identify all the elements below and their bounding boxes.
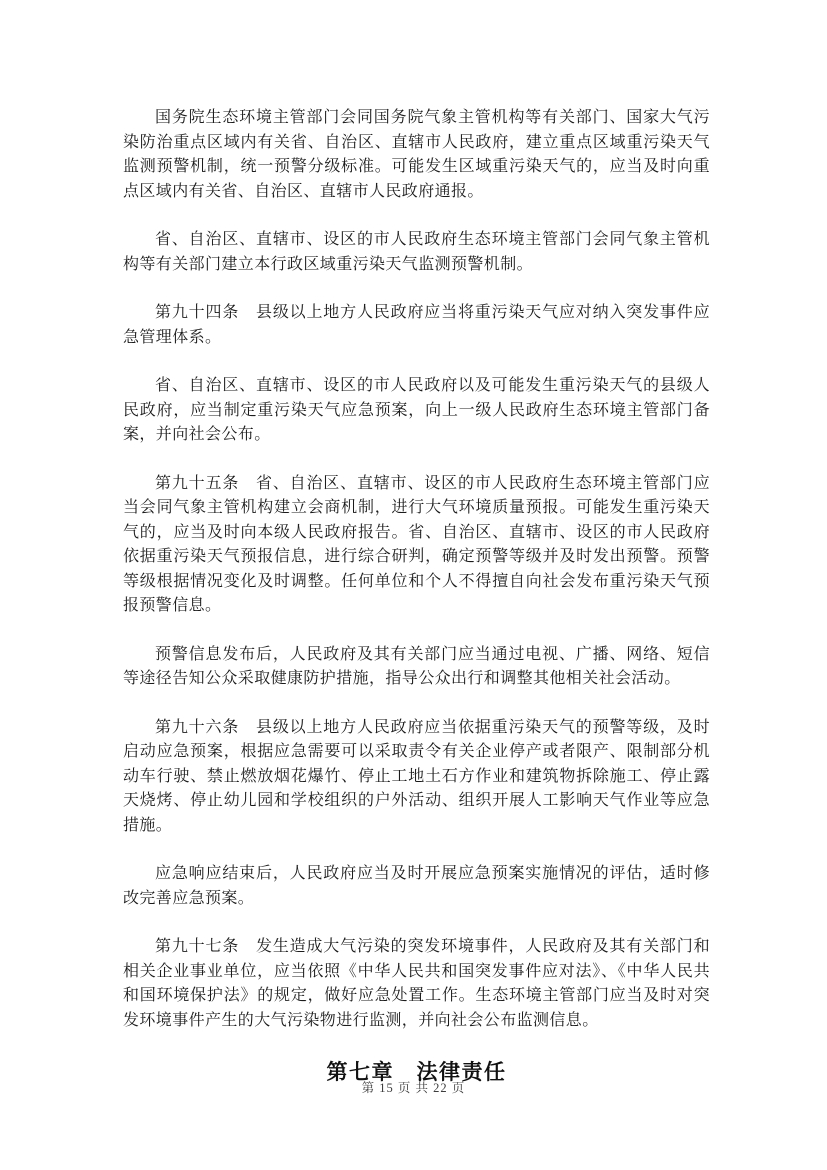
article-96-paragraph: 第九十六条 县级以上地方人民政府应当依据重污染天气的预警等级，及时启动应急预案，根据应急需要可以采取责令有关企业停产或者限产、限制部分机动车行驶、禁止燃放烟花爆竹、停止工地土石方作业和建筑物拆除施工、停止露天烧烤、停止幼儿园和学校组织的户外活动、组织开展人工影响天气作业等应急措施。 [123, 718, 710, 834]
page-number-footer: 第 15 页 共 22 页 [361, 1081, 466, 1095]
body-paragraph-4: 省、自治区、直辖市、设区的市人民政府以及可能发生重污染天气的县级人民政府，应当制定重污染天气应急预案，向上一级人民政府生态环境主管部门备案，并向社会公布。 [123, 377, 710, 443]
article-95-paragraph: 第九十五条 省、自治区、直辖市、设区的市人民政府生态环境主管部门应当会同气象主管机构建立会商机制，进行大气环境质量预报。可能发生重污染天气的，应当及时向本级人民政府报告。省、自治区、直辖市、设区的市人民政府依据重污染天气预报信息，进行综合研判，确定预警等级并及时发出预警。预警等级根据情况变化及时调整。任何单位和个人不得擅自向社会发布重污染天气预报预警信息。 [123, 474, 710, 614]
article-94-paragraph: 第九十四条 县级以上地方人民政府应当将重污染天气应对纳入突发事件应急管理体系。 [123, 304, 710, 346]
body-paragraph-8: 应急响应结束后，人民政府应当及时开展应急预案实施情况的评估，适时修改完善应急预案。 [123, 865, 710, 907]
chapter-heading: 第七章 法律责任 [326, 1061, 507, 1084]
body-paragraph-6: 预警信息发布后，人民政府及其有关部门应当通过电视、广播、网络、短信等途径告知公众采取健康防护措施，指导公众出行和调整其他相关社会活动。 [123, 645, 710, 687]
article-97-paragraph: 第九十七条 发生造成大气污染的突发环境事件，人民政府及其有关部门和相关企业事业单位，应当依照《中华人民共和国突发事件应对法》、《中华人民共和国环境保护法》的规定，做好应急处置工作。生态环境主管部门应当及时对突发环境事件产生的大气污染物进行监测，并向社会公布监测信息。 [123, 938, 710, 1029]
document-body [123, 106, 710, 1089]
body-paragraph-1: 国务院生态环境主管部门会同国务院气象主管机构等有关部门、国家大气污染防治重点区域内有关省、自治区、直辖市人民政府，建立重点区域重污染天气监测预警机制，统一预警分级标准。可能发生区域重污染天气的，应当及时向重点区域内有关省、自治区、直辖市人民政府通报。 [123, 109, 710, 200]
body-paragraph-2: 省、自治区、直辖市、设区的市人民政府生态环境主管部门会同气象主管机构等有关部门建立本行政区域重污染天气监测预警机制。 [123, 231, 710, 273]
